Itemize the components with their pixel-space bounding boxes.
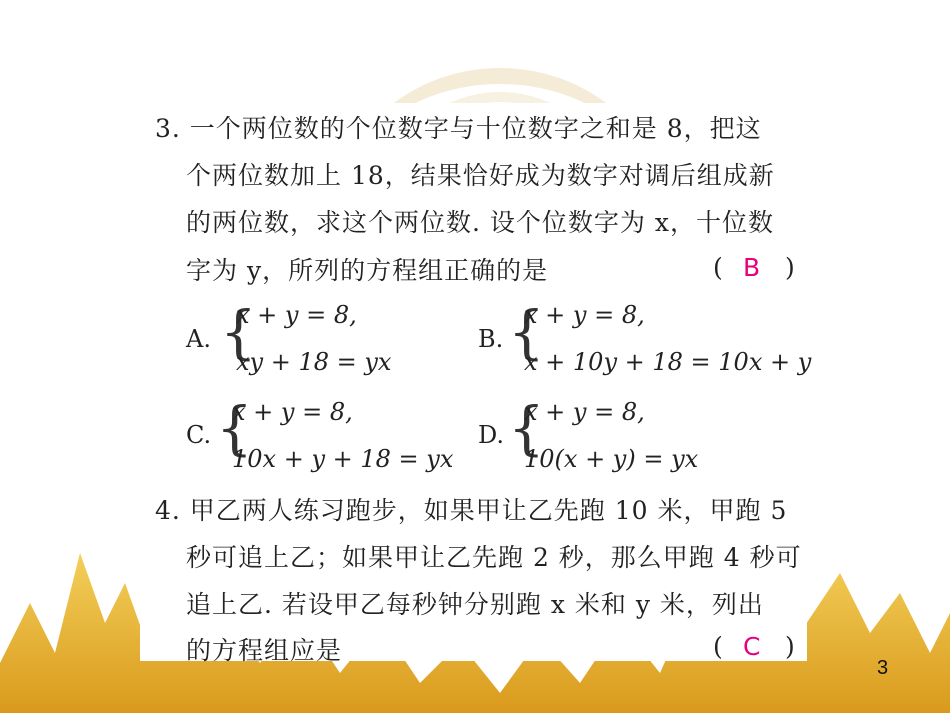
page-number: 3 <box>877 657 889 679</box>
q4-open-paren: ( <box>713 632 723 661</box>
q4-line-1: 4. 甲乙两人练习跑步，如果甲让乙先跑 10 米，甲跑 5 <box>155 496 788 525</box>
option-c-eq2: 10x + y + 18 = yx <box>232 445 454 473</box>
option-a-brace: { <box>220 298 257 366</box>
q3-line-3: 的两位数，求这个两位数. 设个位数字为 x，十位数 <box>186 208 774 237</box>
option-b-label: B. <box>478 325 504 353</box>
q4-line-4: 的方程组应是 <box>186 636 343 665</box>
option-c-brace: { <box>216 394 253 462</box>
question-card <box>140 103 812 665</box>
q4-answer: C <box>743 632 761 661</box>
option-d-label: D. <box>478 421 505 449</box>
q4-close-paren: ) <box>785 632 795 661</box>
q3-answer: B <box>743 253 761 282</box>
option-c-label: C. <box>186 421 212 449</box>
q3-line-2: 个两位数加上 18，结果恰好成为数字对调后组成新 <box>186 161 775 190</box>
option-c-eq1: x + y = 8, <box>232 398 353 426</box>
option-b-brace: { <box>508 298 545 366</box>
q3-close-paren: ) <box>785 253 795 282</box>
option-b-eq1: x + y = 8, <box>524 301 645 329</box>
option-d-eq1: x + y = 8, <box>524 398 645 426</box>
option-d-brace: { <box>508 394 545 462</box>
option-a-eq2: xy + 18 = yx <box>236 348 392 376</box>
option-b-eq2: x + 10y + 18 = 10x + y <box>524 348 812 376</box>
q4-line-3: 追上乙. 若设甲乙每秒钟分别跑 x 米和 y 米，列出 <box>186 590 764 619</box>
q3-line-4: 字为 y，所列的方程组正确的是 <box>186 256 549 285</box>
option-d-eq2: 10(x + y) = yx <box>524 445 699 473</box>
q3-open-paren: ( <box>713 253 723 282</box>
option-a-eq1: x + y = 8, <box>236 301 357 329</box>
q3-line-1: 3. 一个两位数的个位数字与十位数字之和是 8，把这 <box>155 114 762 143</box>
option-a-label: A. <box>186 325 211 353</box>
q4-line-2: 秒可追上乙；如果甲让乙先跑 2 秒，那么甲跑 4 秒可 <box>186 543 802 572</box>
